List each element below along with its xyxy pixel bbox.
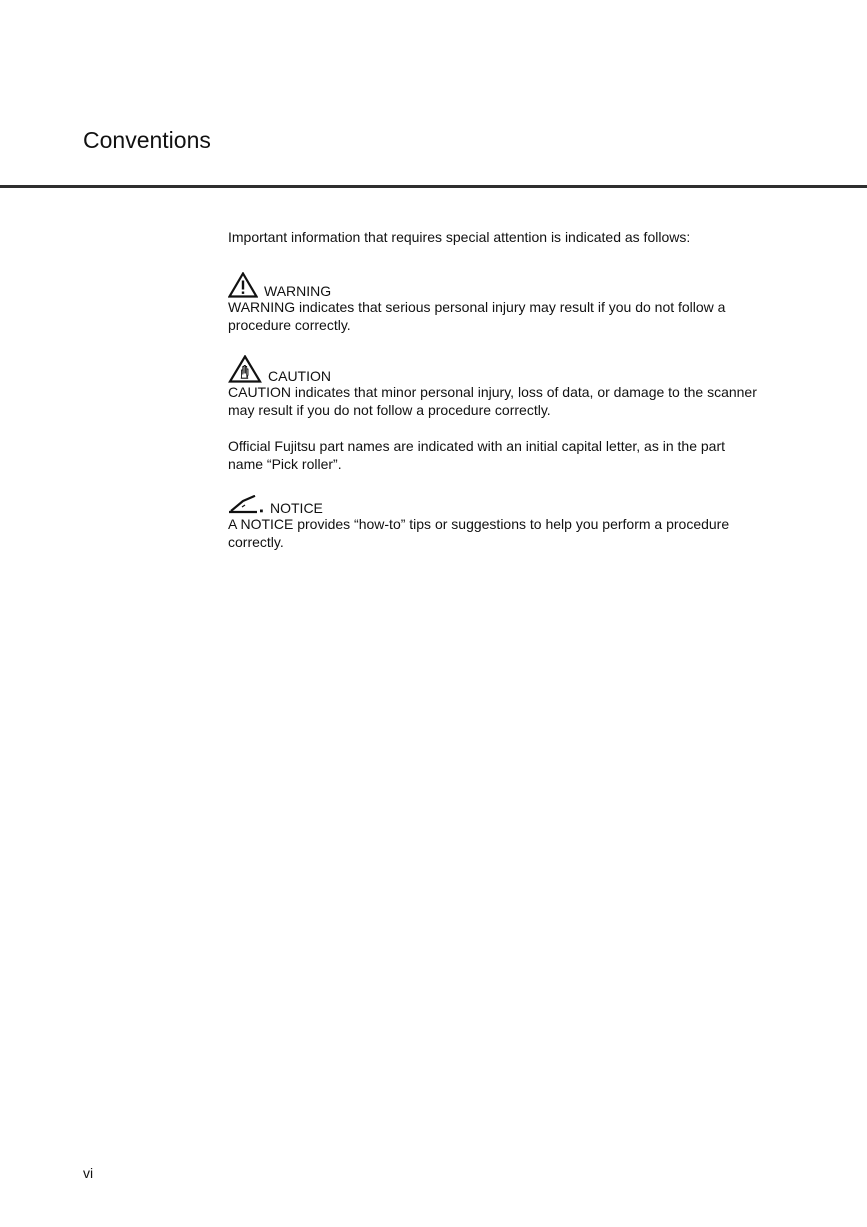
caution-block bbox=[228, 359, 758, 419]
conventions-content bbox=[228, 228, 758, 551]
pen-writing-icon bbox=[228, 495, 264, 515]
caution-text: CAUTION indicates that minor personal injury, loss of data, or damage to the scanner may result if you do not follow a procedure correctly. bbox=[228, 384, 757, 418]
notice-label: NOTICE bbox=[270, 500, 323, 516]
notice-heading bbox=[228, 495, 758, 515]
notice-text: A NOTICE provides “how-to” tips or suggestions to help you perform a procedure correctly. bbox=[228, 516, 730, 550]
part-names-note bbox=[228, 437, 758, 473]
warning-heading bbox=[228, 274, 758, 298]
warning-triangle-icon bbox=[228, 272, 258, 298]
page-title: Conventions bbox=[83, 127, 211, 153]
warning-text: WARNING indicates that serious personal injury may result if you do not follow a procedure correctly. bbox=[228, 299, 726, 333]
warning-label: WARNING bbox=[264, 283, 332, 299]
caution-heading bbox=[228, 359, 758, 383]
intro-text: Important information that requires special attention is indicated as follows: bbox=[228, 229, 691, 245]
title-divider bbox=[0, 185, 867, 188]
part-names-text: Official Fujitsu part names are indicated with an initial capital letter, as in the part name “Pick roller”. bbox=[228, 438, 725, 472]
notice-block bbox=[228, 495, 758, 551]
page-number: vi bbox=[83, 1165, 94, 1181]
warning-block bbox=[228, 274, 758, 334]
caution-hand-icon bbox=[228, 355, 262, 383]
caution-label: CAUTION bbox=[268, 368, 331, 384]
